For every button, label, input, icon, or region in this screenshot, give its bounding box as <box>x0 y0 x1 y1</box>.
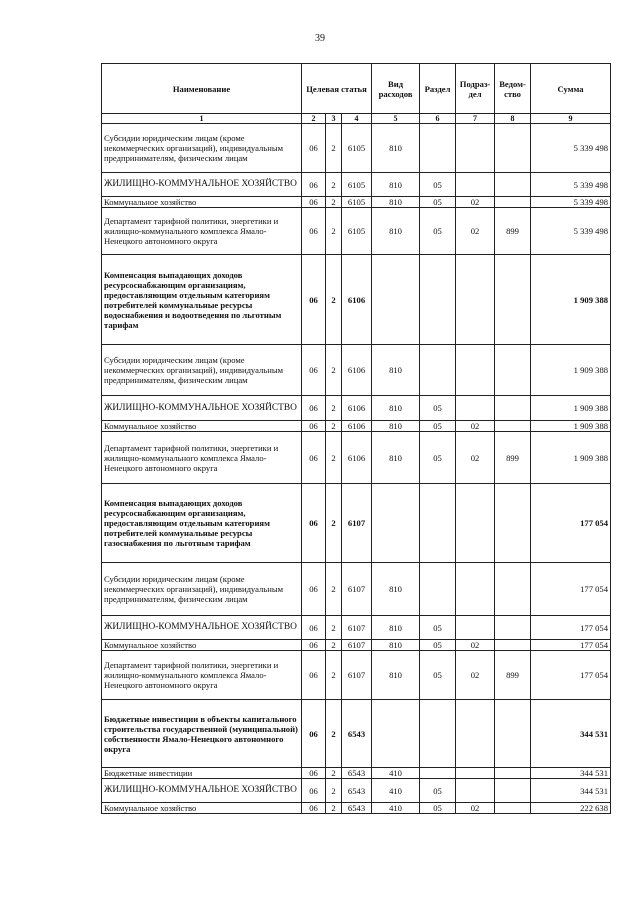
expense-type-code: 410 <box>372 768 420 779</box>
table-row <box>102 124 611 173</box>
row-name: Коммунальное хозяйство <box>102 803 302 814</box>
header-name: Наименование <box>102 64 302 114</box>
target-code-1: 06 <box>302 345 326 396</box>
table-row <box>102 616 611 640</box>
section-code: 05 <box>420 197 456 208</box>
section-code <box>420 700 456 768</box>
target-code-3: 6543 <box>342 700 372 768</box>
row-name: Коммунальное хозяйство <box>102 197 302 208</box>
department-code: 899 <box>495 208 531 255</box>
target-code-1: 06 <box>302 208 326 255</box>
target-code-2: 2 <box>326 432 342 484</box>
column-number: 6 <box>420 114 456 124</box>
table-row <box>102 173 611 197</box>
column-number: 5 <box>372 114 420 124</box>
amount-value: 5 339 498 <box>531 173 611 197</box>
header-section: Раздел <box>420 64 456 114</box>
table-row <box>102 779 611 803</box>
subsection-code <box>456 396 495 421</box>
expense-type-code: 810 <box>372 208 420 255</box>
table-row <box>102 484 611 563</box>
department-code <box>495 616 531 640</box>
subsection-code <box>456 255 495 345</box>
target-code-2: 2 <box>326 803 342 814</box>
target-code-3: 6105 <box>342 173 372 197</box>
target-code-2: 2 <box>326 421 342 432</box>
target-code-1: 06 <box>302 651 326 700</box>
row-name: Субсидии юридическим лицам (кроме некоммерческих организаций), индивидуальным предпринимателям, физическим лицам <box>102 345 302 396</box>
target-code-1: 06 <box>302 616 326 640</box>
department-code <box>495 173 531 197</box>
section-code: 05 <box>420 779 456 803</box>
subsection-code: 02 <box>456 197 495 208</box>
section-code <box>420 484 456 563</box>
table-row <box>102 768 611 779</box>
budget-table <box>101 63 611 814</box>
row-name: ЖИЛИЩНО-КОММУНАЛЬНОЕ ХОЗЯЙСТВО <box>102 173 302 197</box>
department-code: 899 <box>495 651 531 700</box>
expense-type-code <box>372 255 420 345</box>
target-code-1: 06 <box>302 640 326 651</box>
target-code-1: 06 <box>302 396 326 421</box>
section-code <box>420 563 456 616</box>
amount-value: 1 909 388 <box>531 421 611 432</box>
department-code <box>495 255 531 345</box>
target-code-1: 06 <box>302 779 326 803</box>
row-name: Компенсация выпадающих доходов ресурсоснабжающим организациям, предоставляющим отдельным категориям потребителей коммунальные ресурсы газоснабжения по льготным тарифам <box>102 484 302 563</box>
amount-value: 1 909 388 <box>531 396 611 421</box>
subsection-code: 02 <box>456 421 495 432</box>
department-code <box>495 700 531 768</box>
column-number: 2 <box>302 114 326 124</box>
target-code-2: 2 <box>326 640 342 651</box>
target-code-2: 2 <box>326 700 342 768</box>
expense-type-code: 810 <box>372 396 420 421</box>
section-code: 05 <box>420 432 456 484</box>
target-code-2: 2 <box>326 563 342 616</box>
target-code-1: 06 <box>302 803 326 814</box>
department-code <box>495 640 531 651</box>
section-code: 05 <box>420 640 456 651</box>
target-code-3: 6107 <box>342 563 372 616</box>
target-code-2: 2 <box>326 484 342 563</box>
target-code-1: 06 <box>302 432 326 484</box>
department-code <box>495 197 531 208</box>
subsection-code: 02 <box>456 432 495 484</box>
row-name: Бюджетные инвестиции в объекты капитального строительства государственной (муниципальной) собственности Ямало-Ненецкого автономного округа <box>102 700 302 768</box>
section-code: 05 <box>420 208 456 255</box>
target-code-1: 06 <box>302 421 326 432</box>
expense-type-code <box>372 484 420 563</box>
department-code: 899 <box>495 432 531 484</box>
header-target-article: Целевая статья <box>302 64 372 114</box>
target-code-1: 06 <box>302 768 326 779</box>
subsection-code <box>456 173 495 197</box>
target-code-2: 2 <box>326 651 342 700</box>
subsection-code: 02 <box>456 208 495 255</box>
target-code-3: 6106 <box>342 421 372 432</box>
table-row <box>102 700 611 768</box>
row-name: Бюджетные инвестиции <box>102 768 302 779</box>
row-name: Коммунальное хозяйство <box>102 421 302 432</box>
target-code-2: 2 <box>326 197 342 208</box>
row-name: ЖИЛИЩНО-КОММУНАЛЬНОЕ ХОЗЯЙСТВО <box>102 396 302 421</box>
target-code-3: 6106 <box>342 432 372 484</box>
row-name: ЖИЛИЩНО-КОММУНАЛЬНОЕ ХОЗЯЙСТВО <box>102 779 302 803</box>
row-name: Субсидии юридическим лицам (кроме некоммерческих организаций), индивидуальным предпринимателям, физическим лицам <box>102 563 302 616</box>
column-number: 7 <box>456 114 495 124</box>
column-number: 9 <box>531 114 611 124</box>
subsection-code <box>456 124 495 173</box>
department-code <box>495 421 531 432</box>
expense-type-code: 810 <box>372 640 420 651</box>
table-row <box>102 421 611 432</box>
section-code: 05 <box>420 651 456 700</box>
amount-value: 222 638 <box>531 803 611 814</box>
subsection-code <box>456 616 495 640</box>
target-code-3: 6107 <box>342 616 372 640</box>
subsection-code <box>456 484 495 563</box>
department-code <box>495 768 531 779</box>
column-number: 3 <box>326 114 342 124</box>
header-amount: Сумма <box>531 64 611 114</box>
amount-value: 1 909 388 <box>531 432 611 484</box>
amount-value: 344 531 <box>531 779 611 803</box>
header-department: Ведом-ство <box>495 64 531 114</box>
table-row <box>102 563 611 616</box>
section-code: 05 <box>420 396 456 421</box>
column-number: 1 <box>102 114 302 124</box>
target-code-1: 06 <box>302 700 326 768</box>
subsection-code <box>456 345 495 396</box>
target-code-1: 06 <box>302 173 326 197</box>
department-code <box>495 345 531 396</box>
expense-type-code: 810 <box>372 345 420 396</box>
subsection-code: 02 <box>456 803 495 814</box>
section-code <box>420 345 456 396</box>
target-code-1: 06 <box>302 197 326 208</box>
expense-type-code <box>372 700 420 768</box>
expense-type-code: 410 <box>372 803 420 814</box>
table-row <box>102 651 611 700</box>
row-name: ЖИЛИЩНО-КОММУНАЛЬНОЕ ХОЗЯЙСТВО <box>102 616 302 640</box>
table-row <box>102 396 611 421</box>
table-row <box>102 432 611 484</box>
target-code-2: 2 <box>326 173 342 197</box>
amount-value: 1 909 388 <box>531 255 611 345</box>
target-code-3: 6543 <box>342 779 372 803</box>
section-code: 05 <box>420 173 456 197</box>
target-code-1: 06 <box>302 255 326 345</box>
section-code <box>420 255 456 345</box>
amount-value: 344 531 <box>531 768 611 779</box>
amount-value: 177 054 <box>531 484 611 563</box>
target-code-1: 06 <box>302 124 326 173</box>
section-code <box>420 124 456 173</box>
amount-value: 1 909 388 <box>531 345 611 396</box>
target-code-2: 2 <box>326 768 342 779</box>
expense-type-code: 810 <box>372 651 420 700</box>
target-code-3: 6107 <box>342 484 372 563</box>
department-code <box>495 396 531 421</box>
subsection-code <box>456 779 495 803</box>
amount-value: 177 054 <box>531 563 611 616</box>
section-code: 05 <box>420 421 456 432</box>
row-name: Коммунальное хозяйство <box>102 640 302 651</box>
target-code-3: 6543 <box>342 768 372 779</box>
subsection-code <box>456 768 495 779</box>
subsection-code: 02 <box>456 651 495 700</box>
target-code-3: 6107 <box>342 640 372 651</box>
target-code-3: 6106 <box>342 396 372 421</box>
page-number: 39 <box>315 33 325 44</box>
target-code-2: 2 <box>326 345 342 396</box>
target-code-3: 6106 <box>342 255 372 345</box>
target-code-1: 06 <box>302 484 326 563</box>
target-code-2: 2 <box>326 779 342 803</box>
column-number: 8 <box>495 114 531 124</box>
column-number: 4 <box>342 114 372 124</box>
row-name: Компенсация выпадающих доходов ресурсоснабжающим организациям, предоставляющим отдельным категориям потребителей коммунальные ресурсы водоснабжения и водоотведения по льготным тарифам <box>102 255 302 345</box>
header-row <box>102 64 611 114</box>
target-code-2: 2 <box>326 255 342 345</box>
table-row <box>102 640 611 651</box>
header-expense-type: Вид расходов <box>372 64 420 114</box>
target-code-2: 2 <box>326 616 342 640</box>
target-code-2: 2 <box>326 124 342 173</box>
expense-type-code: 810 <box>372 124 420 173</box>
amount-value: 5 339 498 <box>531 208 611 255</box>
subsection-code <box>456 700 495 768</box>
department-code <box>495 484 531 563</box>
table-row <box>102 255 611 345</box>
expense-type-code: 810 <box>372 432 420 484</box>
target-code-2: 2 <box>326 208 342 255</box>
row-name: Субсидии юридическим лицам (кроме некоммерческих организаций), индивидуальным предпринимателям, физическим лицам <box>102 124 302 173</box>
amount-value: 5 339 498 <box>531 197 611 208</box>
section-code: 05 <box>420 803 456 814</box>
table-row <box>102 345 611 396</box>
amount-value: 177 054 <box>531 651 611 700</box>
section-code: 05 <box>420 616 456 640</box>
target-code-3: 6105 <box>342 124 372 173</box>
subsection-code <box>456 563 495 616</box>
target-code-3: 6106 <box>342 345 372 396</box>
row-name: Департамент тарифной политики, энергетики и жилищно-коммунального комплекса Ямало-Ненецкого автономного округа <box>102 651 302 700</box>
department-code <box>495 779 531 803</box>
target-code-3: 6105 <box>342 208 372 255</box>
row-name: Департамент тарифной политики, энергетики и жилищно-коммунального комплекса Ямало-Ненецкого автономного округа <box>102 432 302 484</box>
table-row <box>102 803 611 814</box>
department-code <box>495 803 531 814</box>
expense-type-code: 810 <box>372 563 420 616</box>
target-code-1: 06 <box>302 563 326 616</box>
expense-type-code: 810 <box>372 197 420 208</box>
row-name: Департамент тарифной политики, энергетики и жилищно-коммунального комплекса Ямало-Ненецкого автономного округа <box>102 208 302 255</box>
expense-type-code: 810 <box>372 616 420 640</box>
expense-type-code: 810 <box>372 173 420 197</box>
target-code-3: 6105 <box>342 197 372 208</box>
table-row <box>102 197 611 208</box>
expense-type-code: 810 <box>372 421 420 432</box>
amount-value: 177 054 <box>531 640 611 651</box>
table-row <box>102 208 611 255</box>
target-code-3: 6107 <box>342 651 372 700</box>
header-subsection: Подраз-дел <box>456 64 495 114</box>
department-code <box>495 563 531 616</box>
subsection-code: 02 <box>456 640 495 651</box>
column-number-row <box>102 114 611 124</box>
expense-type-code: 410 <box>372 779 420 803</box>
section-code <box>420 768 456 779</box>
amount-value: 5 339 498 <box>531 124 611 173</box>
department-code <box>495 124 531 173</box>
amount-value: 344 531 <box>531 700 611 768</box>
amount-value: 177 054 <box>531 616 611 640</box>
target-code-2: 2 <box>326 396 342 421</box>
target-code-3: 6543 <box>342 803 372 814</box>
